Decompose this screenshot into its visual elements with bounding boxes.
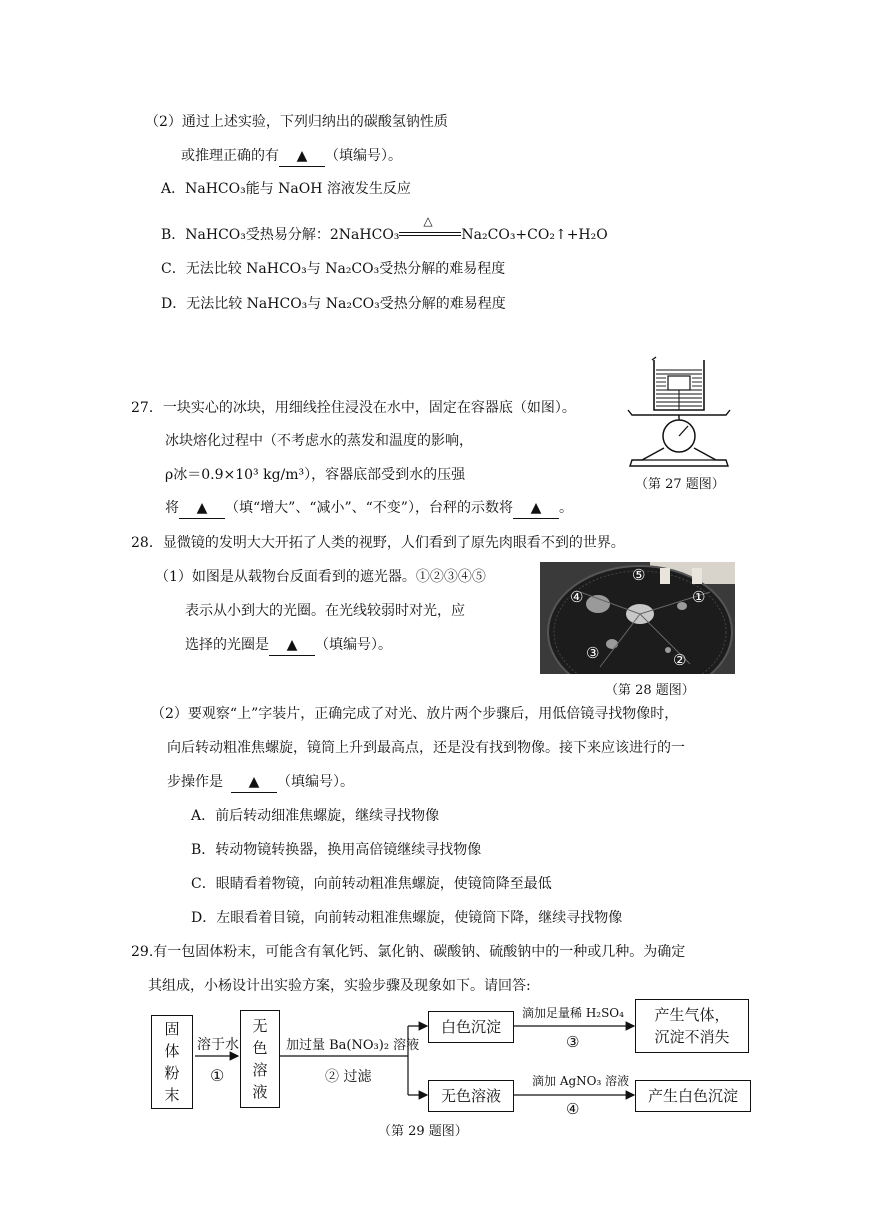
diaphragm-photo [540, 562, 735, 674]
aperture-label-4: ④ [570, 588, 584, 606]
arrow2-step: ② 过滤 [325, 1069, 372, 1085]
answer-blank: ▲ [513, 498, 559, 519]
q28-part2-line2: 向后转动粗准焦螺旋，镜筒上升到最高点，还是没有找到物像。接下来应该进行的一 [167, 740, 685, 756]
arrow2-label: 加过量 Ba(NO₃)₂ 溶液 [286, 1038, 420, 1053]
q27-line3: ρ冰＝0.9×10³ kg/m³），容器底部受到水的压强 [165, 467, 466, 483]
box-gas-line-1: 产生气体， [654, 1006, 730, 1024]
aperture-label-1: ① [692, 588, 706, 606]
q26-part2-line2-text: 或推理正确的有 [181, 148, 279, 164]
box-solid-char-2: 体 [164, 1042, 180, 1060]
q26-option-c: C．无法比较 NaHCO₃与 Na₂CO₃受热分解的难易程度 [161, 261, 506, 277]
reaction-condition [399, 214, 461, 245]
q29-line2: 其组成，小杨设计出实验方案，实验步骤及现象如下。请回答: [148, 978, 531, 994]
box-colorless-filtrate: 无色溶液 [428, 1080, 514, 1112]
q28-part1-line3 [185, 635, 392, 656]
q26-option-b-products: Na₂CO₃+CO₂↑+H₂O [461, 227, 608, 243]
q28-part2-line1: （2）要观察“上”字装片，正确完成了对光、放片两个步骤后，用低倍镜寻找物像时， [151, 706, 679, 722]
q27-line4-tail: 。 [558, 500, 573, 516]
answer-blank: ▲ [269, 635, 315, 656]
q28-option-c: C．眼睛看着物镜，向前转动粗准焦螺旋，使镜筒降至最低 [191, 876, 552, 892]
box-colorless-solution [240, 1010, 280, 1108]
box-solid-char-1: 固 [164, 1020, 180, 1038]
q26-option-d: D．无法比较 NaHCO₃与 Na₂CO₃受热分解的难易程度 [161, 296, 506, 312]
answer-blank: ▲ [231, 772, 277, 793]
q28-option-b: B．转动物镜转换器，换用高倍镜继续寻找物像 [191, 842, 482, 858]
q26-part2-line1: （2）通过上述实验，下列归纳出的碳酸氢钠性质 [145, 114, 448, 130]
q29-line1: 29.有一包固体粉末，可能含有氧化钙、氯化钠、碳酸钠、硫酸钠中的一种或几种。为确定 [131, 944, 686, 960]
box-solid-powder [151, 1015, 193, 1109]
box-solution-char-3: 溶 [252, 1061, 268, 1079]
q26-part2-line2-tail: （填编号）。 [325, 148, 402, 164]
q28-part1-line1: （1）如图是从载物台反面看到的遮光器。①②③④⑤ [155, 569, 486, 585]
q28-part2-line3-text: 步操作是 [167, 774, 223, 790]
q28-part2-line3 [167, 772, 354, 793]
beaker-on-scale-figure [622, 352, 734, 470]
box-solid-char-3: 粉 [164, 1064, 180, 1082]
box-white-precipitate-result: 产生白色沉淀 [635, 1080, 751, 1112]
q27-caption: （第 27 题图） [635, 477, 725, 492]
aperture-label-3: ③ [586, 644, 600, 662]
q27-line1: 27．一块实心的冰块，用细线拴住浸没在水中，固定在容器底（如图）。 [131, 400, 576, 416]
box-gas-result [635, 999, 749, 1053]
equals-sign [399, 232, 461, 236]
q28-part1-line3-tail: （填编号）。 [315, 637, 392, 653]
box-solution-char-2: 色 [252, 1039, 268, 1057]
answer-blank: ▲ [279, 146, 325, 167]
q28-part1-line3-text: 选择的光圈是 [185, 637, 269, 653]
q27-line4 [165, 498, 573, 519]
q26-option-b [161, 214, 608, 245]
arrow4-label: 滴加 AgNO₃ 溶液 [532, 1074, 630, 1088]
q28-option-d: D．左眼看着目镜，向前转动粗准焦螺旋，使镜筒下降，继续寻找物像 [191, 910, 623, 926]
box-solution-char-1: 无 [252, 1017, 268, 1035]
q26-option-a: A．NaHCO₃能与 NaOH 溶液发生反应 [161, 181, 411, 197]
box-solution-char-4: 液 [252, 1083, 268, 1101]
aperture-label-2: ② [673, 651, 687, 669]
arrow4-step: ④ [566, 1100, 580, 1118]
q28-option-a: A．前后转动细准焦螺旋，继续寻找物像 [191, 808, 440, 824]
arrow3-label: 滴加足量稀 H₂SO₄ [522, 1006, 624, 1020]
q28-caption: （第 28 题图） [605, 683, 695, 698]
q27-line2: 冰块熔化过程中（不考虑水的蒸发和温度的影响， [165, 433, 473, 449]
q26-option-b-text: B．NaHCO₃受热易分解：2NaHCO₃ [161, 227, 400, 243]
arrow3-step: ③ [566, 1033, 580, 1051]
heat-symbol: △ [423, 214, 433, 228]
aperture-label-5: ⑤ [632, 566, 646, 584]
q26-part2-line2 [181, 146, 402, 167]
q27-line4-text: 将 [165, 500, 179, 516]
q28-stem: 28．显微镜的发明大大开拓了人类的视野，人们看到了原先肉眼看不到的世界。 [131, 535, 625, 551]
box-solid-char-4: 末 [164, 1086, 180, 1104]
q28-part1-line2: 表示从小到大的光圈。在光线较弱时对光，应 [185, 603, 465, 619]
q29-caption: （第 29 题图） [378, 1124, 468, 1139]
arrow1-step: ① [210, 1066, 225, 1085]
arrow1-label: 溶于水 [197, 1037, 239, 1053]
box-gas-line-2: 沉淀不消失 [654, 1028, 730, 1046]
answer-blank: ▲ [179, 498, 225, 519]
box-white-precipitate: 白色沉淀 [428, 1011, 514, 1043]
q28-part2-line3-tail: （填编号）。 [277, 774, 354, 790]
q27-line4-mid: （填“增大”、“减小”、“不变”），台秤的示数将 [225, 500, 513, 516]
